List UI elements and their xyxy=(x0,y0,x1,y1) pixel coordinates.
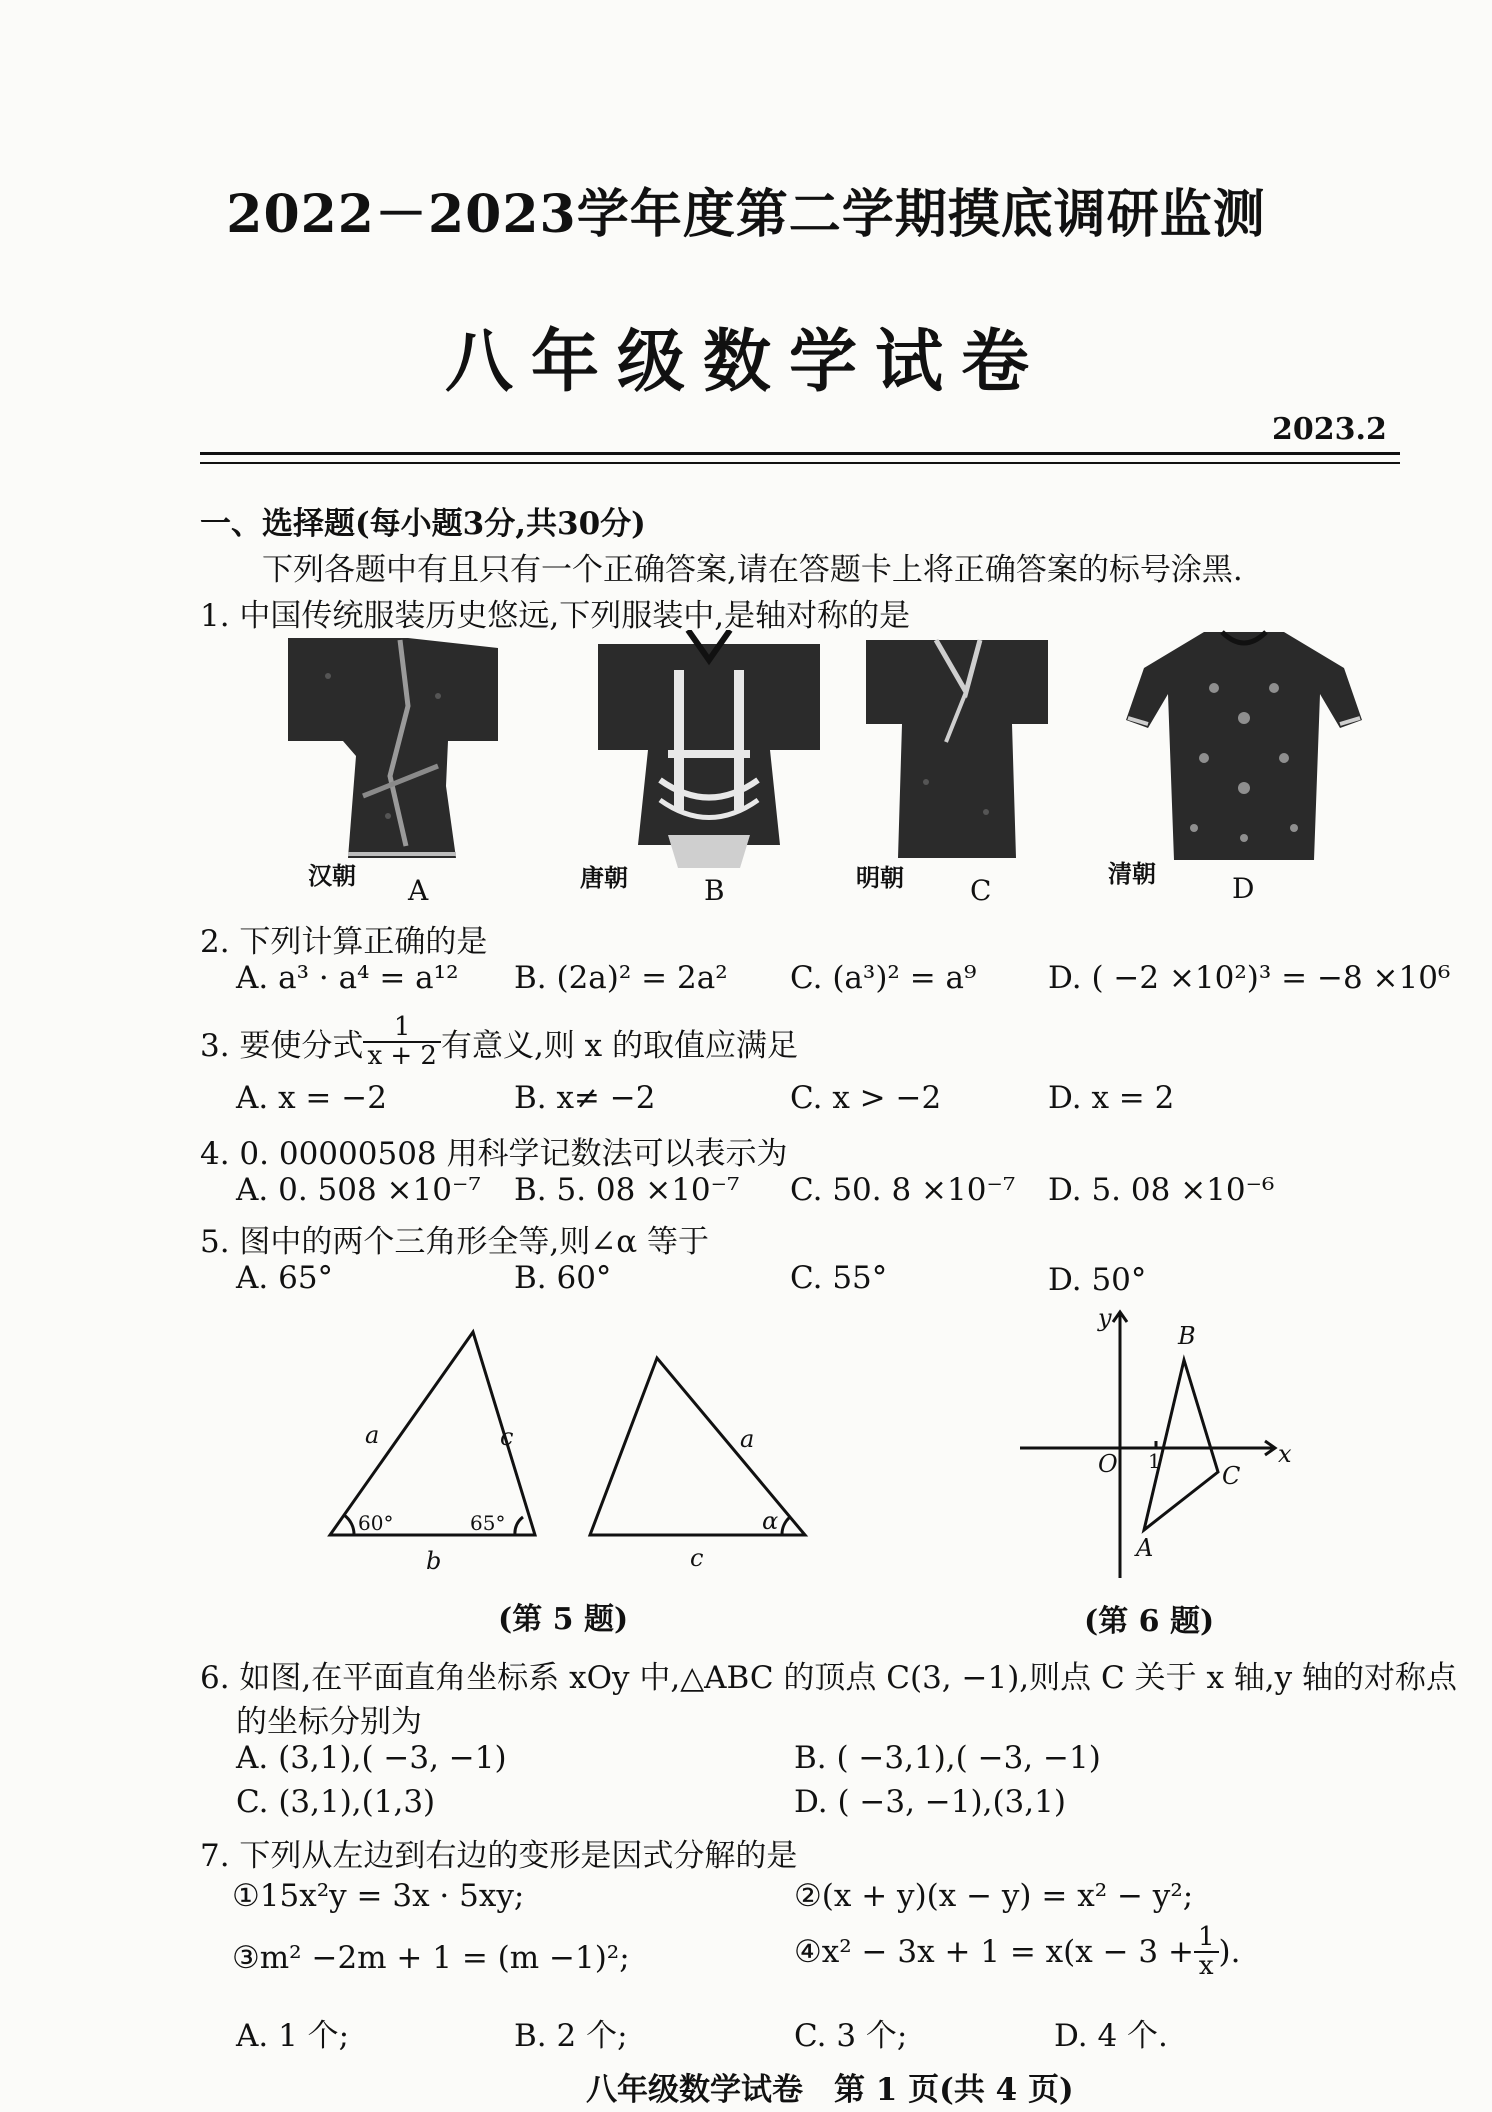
q5-caption: (第 5 题) xyxy=(498,1602,629,1637)
q7-item-1: ①15x²y = 3x · 5xy; xyxy=(232,1878,525,1914)
q6-option-a: A. (3,1),( −3, −1) xyxy=(236,1740,507,1776)
q7-option-d: D. 4 个. xyxy=(1054,2018,1168,2054)
q6-tick-1: 1 xyxy=(1148,1449,1161,1473)
q3-option-d: D. x = 2 xyxy=(1048,1080,1175,1116)
q1-dynasty-han: 汉朝 xyxy=(308,861,356,890)
q7-item-3: ③m² −2m + 1 = (m −1)²; xyxy=(232,1940,630,1976)
q3-frac-num: 1 xyxy=(363,1014,441,1043)
robe-han-image xyxy=(288,636,498,861)
q6-caption: (第 6 题) xyxy=(1084,1604,1215,1639)
q3-fraction xyxy=(363,1014,441,1071)
q5-tri2-side-a: a xyxy=(740,1425,755,1453)
q7-item-4-post: ). xyxy=(1218,1934,1241,1971)
q7-item-4 xyxy=(794,1924,1240,1981)
header-rule-thin xyxy=(200,462,1400,464)
q6-coordinate-figure xyxy=(1010,1300,1300,1590)
q5-tri1-angle-60: 60° xyxy=(358,1511,394,1535)
q6-stem-line1: 6. 如图,在平面直角坐标系 xOy 中,△ABC 的顶点 C(3, −1),则点 C 关于 x 轴,y 轴的对称点 xyxy=(200,1660,1457,1696)
q1-dynasty-ming: 明朝 xyxy=(856,863,904,892)
robe-ming-image xyxy=(866,632,1048,860)
exam-title: 2022－2023学年度第二学期摸底调研监测 xyxy=(226,184,1266,245)
q6-stem-line2: 的坐标分别为 xyxy=(236,1704,422,1740)
q3-stem-pre: 3. 要使分式 xyxy=(200,1027,364,1064)
q4-stem: 4. 0. 00000508 用科学记数法可以表示为 xyxy=(200,1136,788,1172)
q1-dynasty-tang: 唐朝 xyxy=(580,863,628,892)
q7-option-c: C. 3 个; xyxy=(794,2018,908,2054)
q7-option-a: A. 1 个; xyxy=(236,2018,350,2054)
q5-tri1-side-a: a xyxy=(365,1421,380,1449)
q5-tri1-side-b: b xyxy=(426,1547,442,1575)
q4-option-b: B. 5. 08 ×10⁻⁷ xyxy=(514,1172,740,1208)
q6-x-label: x xyxy=(1278,1440,1292,1468)
q3-frac-den: x + 2 xyxy=(367,1041,437,1072)
q6-point-b: B xyxy=(1178,1322,1196,1350)
robe-qing-image xyxy=(1124,628,1364,864)
q5-tri1-angle-65: 65° xyxy=(470,1511,506,1535)
q3-option-c: C. x > −2 xyxy=(790,1080,942,1116)
q6-y-label: y xyxy=(1098,1304,1112,1332)
q5-stem: 5. 图中的两个三角形全等,则∠α 等于 xyxy=(200,1224,710,1260)
q1-option-c: C xyxy=(970,874,992,907)
q1-option-b: B xyxy=(704,874,725,907)
q3-stem xyxy=(200,1014,798,1071)
q6-option-c: C. (3,1),(1,3) xyxy=(236,1784,436,1820)
q2-option-a: A. a³ · a⁴ = a¹² xyxy=(236,960,459,996)
q7-item-2: ②(x + y)(x − y) = x² − y²; xyxy=(794,1878,1194,1914)
q2-option-c: C. (a³)² = a⁹ xyxy=(790,960,977,996)
q1-stem: 1. 中国传统服装历史悠远,下列服装中,是轴对称的是 xyxy=(200,598,911,634)
exam-date: 2023.2 xyxy=(1272,412,1387,447)
q2-option-d: D. ( −2 ×10²)³ = −8 ×10⁶ xyxy=(1048,960,1451,996)
q5-tri2-angle-alpha: α xyxy=(762,1507,779,1535)
q5-option-a: A. 65° xyxy=(236,1260,334,1296)
q6-origin-label: O xyxy=(1098,1450,1118,1478)
q2-option-b: B. (2a)² = 2a² xyxy=(514,960,728,996)
q7-item-4-fraction xyxy=(1194,1924,1219,1981)
q4-option-a: A. 0. 508 ×10⁻⁷ xyxy=(236,1172,481,1208)
q1-option-d: D xyxy=(1232,872,1255,905)
q6-point-a: A xyxy=(1136,1534,1154,1562)
q7-stem: 7. 下列从左边到右边的变形是因式分解的是 xyxy=(200,1838,798,1874)
q7-item-4-pre: ④x² − 3x + 1 = x(x − 3 + xyxy=(794,1934,1194,1971)
q5-option-d: D. 50° xyxy=(1048,1262,1147,1298)
page-footer: 八年级数学试卷 第 1 页(共 4 页) xyxy=(586,2072,1074,2108)
robe-tang-image xyxy=(598,630,820,870)
q6-option-d: D. ( −3, −1),(3,1) xyxy=(794,1784,1066,1820)
q3-option-a: A. x = −2 xyxy=(236,1080,387,1116)
q2-stem: 2. 下列计算正确的是 xyxy=(200,924,488,960)
q4-option-c: C. 50. 8 ×10⁻⁷ xyxy=(790,1172,1016,1208)
header-rule-thick xyxy=(200,452,1400,455)
q5-tri2-side-c: c xyxy=(690,1544,704,1572)
section-heading: 一、选择题(每小题3分,共30分) xyxy=(200,506,646,542)
q5-option-b: B. 60° xyxy=(514,1260,612,1296)
q3-option-b: B. x≠ −2 xyxy=(514,1080,656,1116)
q1-dynasty-qing: 清朝 xyxy=(1108,859,1156,888)
q1-option-a: A xyxy=(408,874,429,907)
q7-item-4-den: x xyxy=(1198,1951,1214,1982)
section-instruction: 下列各题中有且只有一个正确答案,请在答题卡上将正确答案的标号涂黑. xyxy=(262,552,1243,588)
q3-stem-post: 有意义,则 x 的取值应满足 xyxy=(440,1027,799,1064)
q5-option-c: C. 55° xyxy=(790,1260,888,1296)
q6-point-c: C xyxy=(1222,1462,1241,1490)
q5-triangles-figure xyxy=(320,1320,820,1580)
q4-option-d: D. 5. 08 ×10⁻⁶ xyxy=(1048,1172,1275,1208)
exam-subtitle: 八年级数学试卷 xyxy=(444,322,1047,402)
q5-tri1-side-c: c xyxy=(500,1423,514,1451)
q6-option-b: B. ( −3,1),( −3, −1) xyxy=(794,1740,1101,1776)
q7-item-4-num: 1 xyxy=(1194,1924,1219,1953)
q7-option-b: B. 2 个; xyxy=(514,2018,628,2054)
